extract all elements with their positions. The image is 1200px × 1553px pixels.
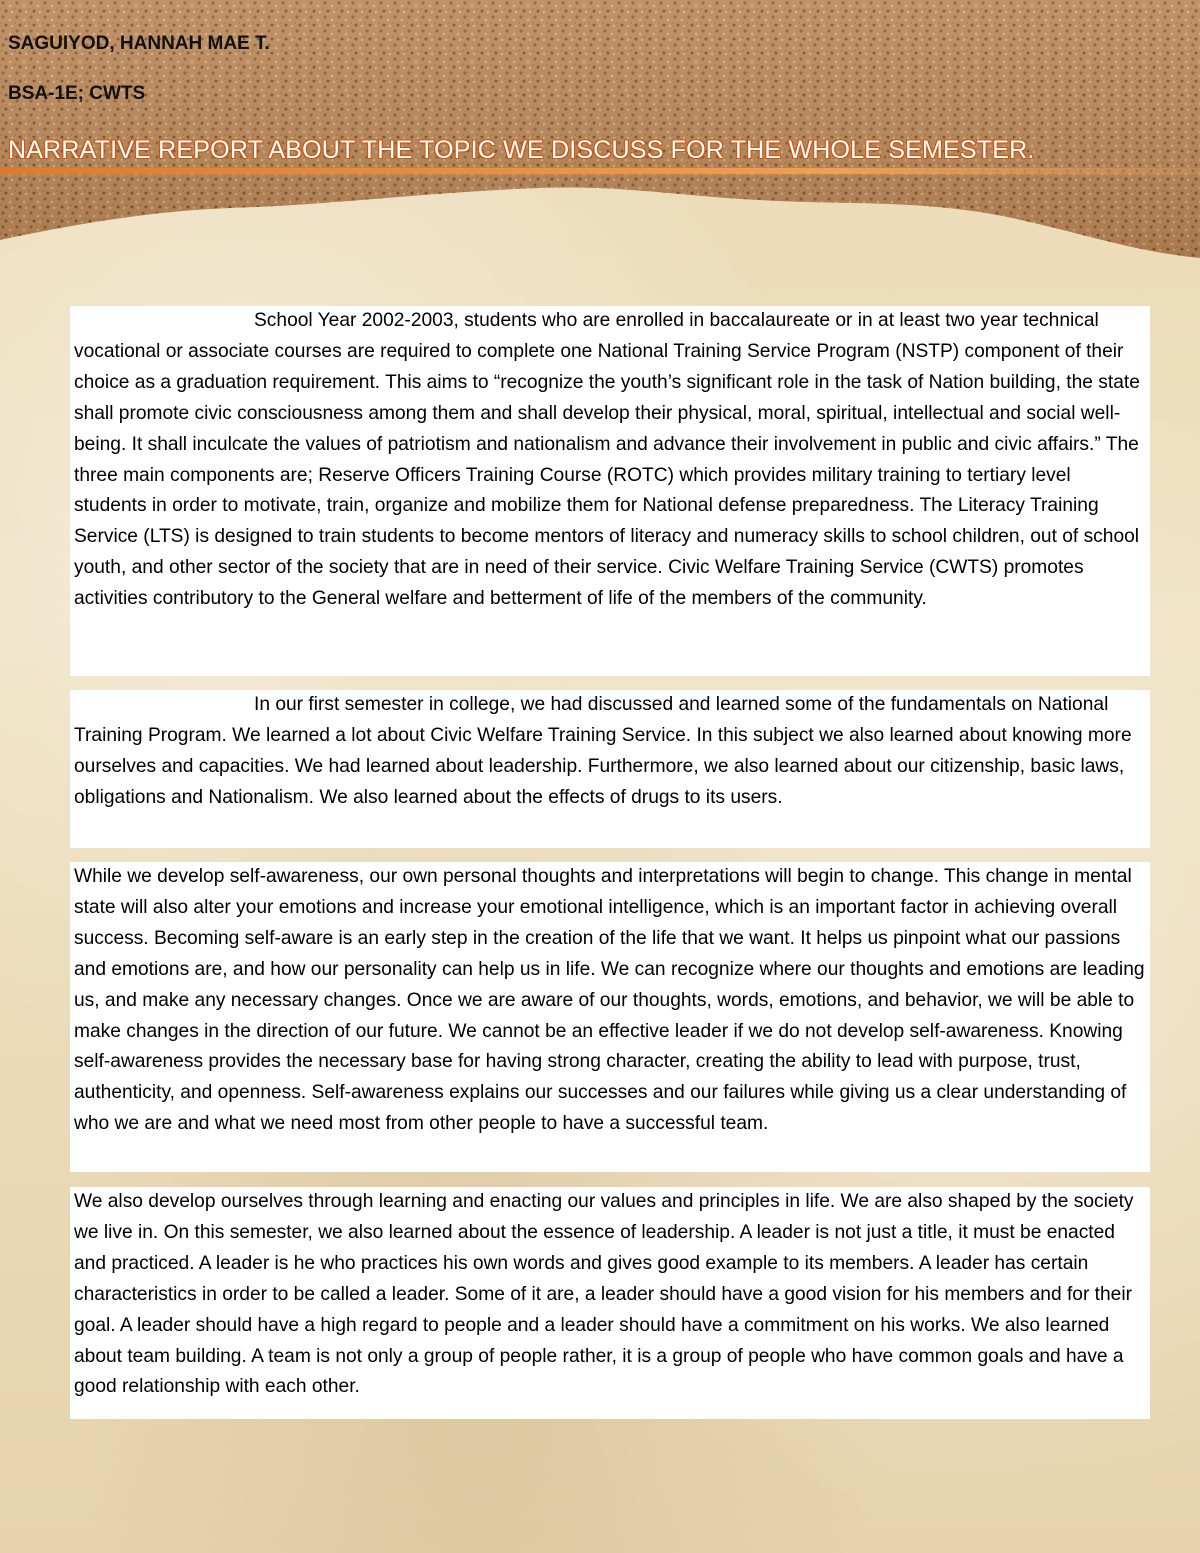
paragraph-box-2 (70, 690, 1150, 848)
paragraph-box-4 (70, 1187, 1150, 1419)
report-title: NARRATIVE REPORT ABOUT THE TOPIC WE DISCUSS FOR THE WHOLE SEMESTER. (8, 136, 1035, 164)
paragraph-3: While we develop self-awareness, our own personal thoughts and interpretations will begin to change. This change in mental state will also alter your emotions and increase your emotional intelligence, which is an important factor in achieving overall success. Becoming self-aware is an early step in the creation of the life that we want. It helps us pinpoint what our passions and emotions are, and how our personality can help us in life. We can recognize where our thoughts and emotions are leading us, and make any necessary changes. Once we are aware of our thoughts, words, emotions, and behavior, we will be able to make changes in the direction of our future. We cannot be an effective leader if we do not develop self-awareness. Knowing self-awareness provides the necessary base for having strong character, creating the ability to lead with purpose, trust, authenticity, and openness. Self-awareness explains our successes and our failures while giving us a clear understanding of who we are and what we need most from other people to have a successful team. (74, 866, 1145, 1135)
paragraph-4: We also develop ourselves through learning and enacting our values and principles in life. We are also shaped by the society we live in. On this semester, we also learned about the essence of leadership. A leader is not just a title, it must be enacted and practiced. A leader is he who practices his own words and gives good example to its members. A leader has certain characteristics in order to be called a leader. Some of it are, a leader should have a good vision for his members and for their goal. A leader should have a high regard to people and a leader should have a commitment on his works. We also learned about team building. A team is not only a group of people rather, it is a group of people who have common goals and have a good relationship with each other. (74, 1191, 1134, 1398)
paragraph-box-1 (70, 306, 1150, 676)
paragraph-2: In our first semester in college, we had discussed and learned some of the fundamentals on National Training Program. We learned a lot about Civic Welfare Training Service. In this subject we also learned about knowing more ourselves and capacities. We had learned about leadership. Furthermore, we also learned about our citizenship, basic laws, obligations and Nationalism. We also learned about the effects of drugs to its users. (74, 694, 1132, 808)
course-section: BSA-1E; CWTS (8, 83, 146, 104)
paragraph-box-3 (70, 862, 1150, 1172)
title-underline (0, 168, 1200, 174)
paragraph-1: School Year 2002-2003, students who are enrolled in baccalaureate or in at least two year technical vocational or associate courses are required to complete one National Training Service Program (NSTP) component of their choice as a graduation requirement. This aims to “recognize the youth’s significant role in the task of Nation building, the state shall promote civic consciousness among them and shall develop their physical, moral, spiritual, intellectual and social well-being. It shall inculcate the values of patriotism and nationalism and advance their involvement in public and civic affairs.” The three main components are; Reserve Officers Training Course (ROTC) which provides military training to tertiary level students in order to motivate, train, organize and mobilize them for National defense preparedness. The Literacy Training Service (LTS) is designed to train students to become mentors of literacy and numeracy skills to school children, out of school youth, and other sector of the society that are in need of their service. Civic Welfare Training Service (CWTS) promotes activities contributory to the General welfare and betterment of life of the members of the community. (74, 310, 1140, 610)
author-name: SAGUIYOD, HANNAH MAE T. (8, 33, 270, 54)
